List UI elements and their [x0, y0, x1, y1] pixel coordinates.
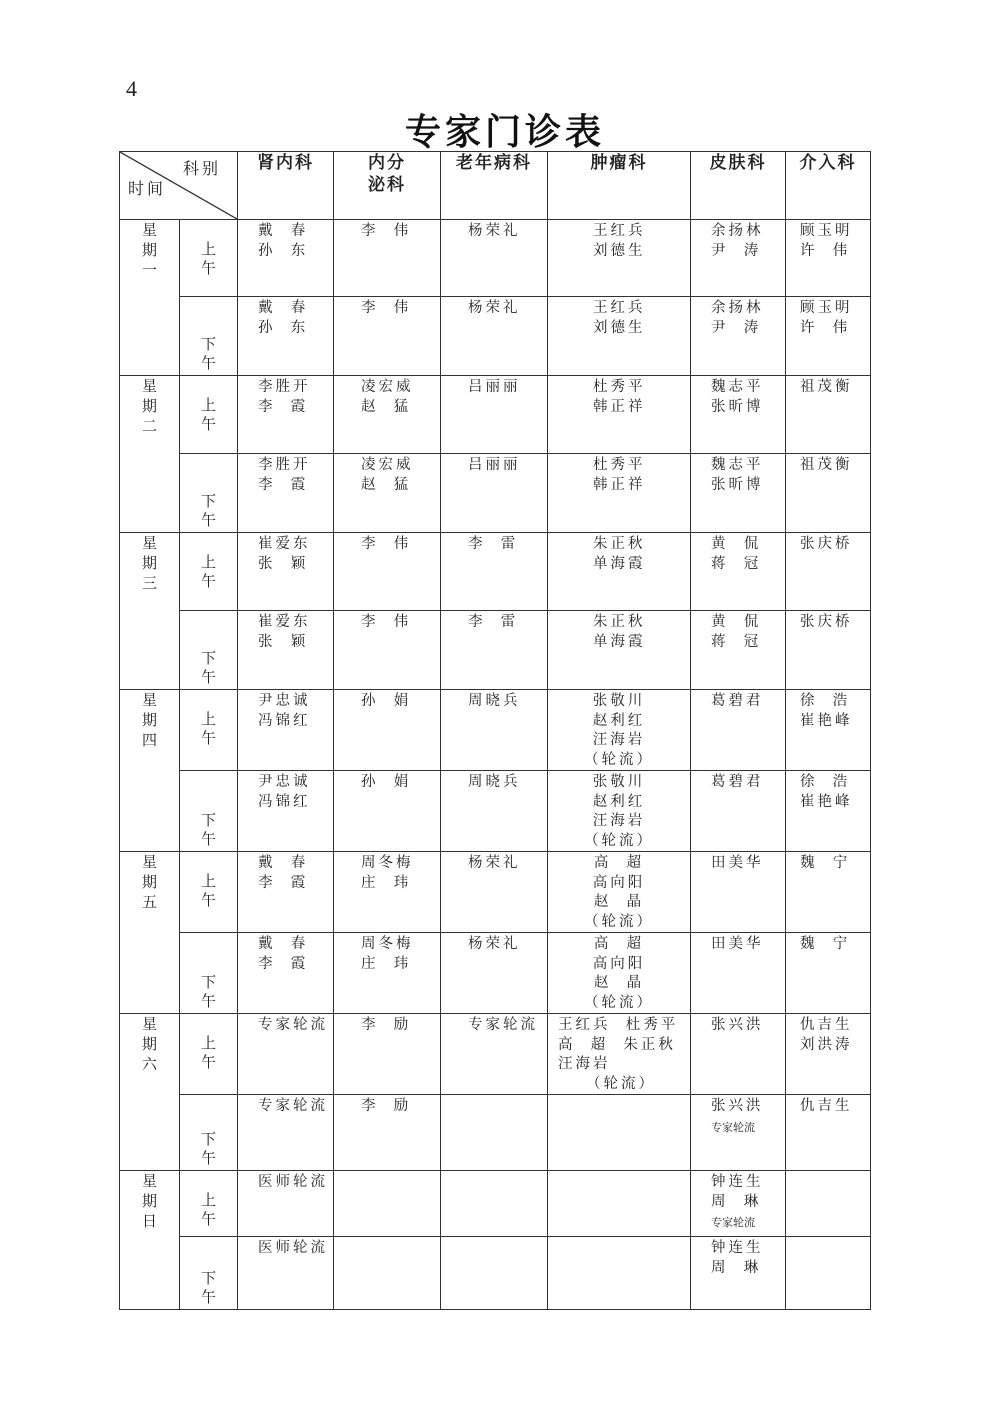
doctor-name: 李 伟	[361, 614, 412, 630]
morning-label: 上 午	[180, 220, 238, 297]
doctor-name: 专家轮流	[468, 1017, 538, 1033]
doctor-name: 钟连生	[711, 1240, 764, 1256]
doctor-name: 徐 浩	[800, 774, 851, 790]
doctor-name: 冯锦红	[258, 793, 311, 810]
doctor-name: 孙 娟	[361, 693, 412, 709]
doctor-name: 汪海岩	[592, 732, 646, 748]
day-label: 星 期 四	[120, 690, 180, 852]
doctor-cell	[441, 297, 548, 376]
doctor-name: 李 霞	[258, 476, 309, 493]
dept-header: 介入科	[786, 152, 871, 220]
doctor-name: 王红兵	[593, 300, 646, 316]
doctor-cell	[691, 297, 786, 376]
doctor-name: 李 伟	[361, 300, 412, 316]
doctor-cell	[691, 852, 786, 933]
day-label: 星 期 五	[120, 852, 180, 1014]
doctor-name: 张兴洪	[711, 1017, 764, 1033]
doctor-cell	[786, 690, 871, 771]
doctor-name: 韩正祥	[593, 476, 646, 493]
doctor-name: （轮流）	[584, 832, 654, 849]
doctor-name: 单海霞	[593, 555, 646, 572]
day-label: 星 期 二	[120, 376, 180, 533]
doctor-name: 仇吉生	[800, 1098, 853, 1114]
doctor-name: 高 超 朱正秋	[558, 1036, 676, 1053]
table-row	[120, 852, 871, 933]
day-label: 星 期 六	[120, 1014, 180, 1171]
doctor-name: 杜秀平	[593, 457, 646, 473]
doctor-cell	[441, 1014, 548, 1095]
doctor-name: 崔艳峰	[800, 793, 853, 810]
doctor-name: （轮流）	[584, 751, 654, 768]
doctor-cell	[691, 376, 786, 454]
doctor-name: 黄 侃	[711, 536, 762, 552]
doctor-name: 杨荣礼	[468, 936, 521, 952]
doctor-cell	[334, 690, 441, 771]
doctor-cell	[238, 533, 334, 611]
doctor-name: 赵 猛	[361, 398, 412, 415]
doctor-name: 周晓兵	[468, 774, 521, 790]
doctor-name: 尹 涛	[711, 319, 762, 336]
doctor-cell	[691, 933, 786, 1014]
doctor-cell	[786, 220, 871, 297]
doctor-name: 吕丽丽	[468, 379, 521, 395]
doctor-cell	[441, 852, 548, 933]
doctor-cell	[691, 454, 786, 533]
doctor-name: 赵利红	[592, 712, 646, 729]
doctor-name: （轮流）	[586, 1075, 656, 1092]
schedule-table	[119, 151, 871, 1310]
doctor-cell	[691, 1171, 786, 1237]
doctor-name: 杜秀平	[593, 379, 646, 395]
doctor-cell	[786, 611, 871, 690]
doctor-name: 朱正秋	[593, 536, 646, 552]
doctor-name: 张敬川	[592, 693, 646, 709]
doctor-cell	[238, 852, 334, 933]
doctor-name: 张 颖	[258, 555, 309, 572]
doctor-name: 葛碧君	[711, 774, 764, 790]
doctor-name: 周 琳	[711, 1193, 762, 1210]
doctor-name: 李胜开	[258, 379, 311, 395]
doctor-name: 李 伟	[361, 536, 412, 552]
doctor-name: 李 雷	[468, 614, 519, 630]
doctor-name: 钟连生	[711, 1174, 764, 1190]
doctor-name: 刘德生	[593, 319, 646, 336]
doctor-name: 魏 宁	[800, 855, 851, 871]
table-row	[120, 611, 871, 690]
doctor-name: 张昕博	[711, 398, 764, 415]
doctor-name: 赵 晶	[593, 975, 645, 991]
doctor-cell	[786, 1237, 871, 1310]
doctor-name: 田美华	[711, 936, 764, 952]
doctor-cell	[786, 297, 871, 376]
doctor-name: 张兴洪	[711, 1098, 764, 1114]
doctor-cell	[691, 690, 786, 771]
doctor-name: 刘洪涛	[800, 1036, 853, 1053]
doctor-cell	[334, 933, 441, 1014]
table-row	[120, 376, 871, 454]
doctor-name: 顾玉明	[800, 300, 853, 316]
doctor-name: 专家轮流	[258, 1017, 328, 1033]
doctor-name: 尹忠诚	[258, 774, 311, 790]
doctor-name: 周 琳	[711, 1259, 762, 1276]
doctor-cell	[786, 454, 871, 533]
table-row	[120, 690, 871, 771]
doctor-cell	[334, 297, 441, 376]
doctor-name: 周晓兵	[468, 693, 521, 709]
doctor-cell	[548, 376, 691, 454]
doctor-cell	[548, 1095, 691, 1171]
doctor-name: 专家轮流	[711, 1120, 755, 1134]
doctor-name: 李 伟	[361, 223, 412, 239]
doctor-name: 医师轮流	[258, 1174, 328, 1190]
doctor-cell	[238, 1014, 334, 1095]
doctor-name: 汪海岩	[558, 1056, 611, 1072]
doctor-cell	[238, 1095, 334, 1171]
doctor-name: （轮流）	[584, 913, 654, 930]
doctor-name: 单海霞	[593, 633, 646, 650]
doctor-cell	[238, 771, 334, 852]
doctor-cell	[334, 533, 441, 611]
doctor-cell	[238, 933, 334, 1014]
doctor-name: 李 励	[361, 1098, 412, 1114]
doctor-name: 李胜开	[258, 457, 311, 473]
doctor-cell	[334, 376, 441, 454]
corner-dept-label: 科别	[182, 159, 221, 178]
doctor-cell	[786, 1095, 871, 1171]
doctor-name: 专家轮流	[258, 1098, 328, 1114]
doctor-name: 李 励	[361, 1017, 412, 1033]
doctor-cell	[334, 1095, 441, 1171]
doctor-name: 张庆桥	[800, 536, 853, 552]
doctor-name: 孙 娟	[361, 774, 412, 790]
doctor-cell	[441, 611, 548, 690]
morning-label: 上 午	[180, 533, 238, 611]
doctor-name: 崔爱东	[258, 536, 311, 552]
doctor-cell	[548, 220, 691, 297]
doctor-name: 王红兵	[593, 223, 646, 239]
doctor-name: 庄 玮	[361, 874, 412, 891]
doctor-name: 许 伟	[800, 319, 851, 336]
afternoon-label: 下 午	[180, 297, 238, 376]
table-row	[120, 454, 871, 533]
doctor-name: 高向阳	[592, 955, 646, 972]
doctor-cell	[441, 533, 548, 611]
table-row	[120, 1014, 871, 1095]
doctor-name: 魏志平	[711, 379, 764, 395]
doctor-name: 李 霞	[258, 874, 309, 891]
doctor-name: 许 伟	[800, 242, 851, 259]
doctor-name: 高 超	[593, 936, 645, 952]
doctor-name: 专家轮流	[711, 1216, 755, 1229]
doctor-cell	[548, 1014, 691, 1095]
doctor-cell	[786, 852, 871, 933]
doctor-cell	[691, 1237, 786, 1310]
afternoon-label: 下 午	[180, 1095, 238, 1171]
doctor-name: 杨荣礼	[468, 855, 521, 871]
corner-time-label: 时间	[128, 179, 167, 198]
doctor-cell	[786, 1014, 871, 1095]
doctor-cell	[786, 533, 871, 611]
afternoon-label: 下 午	[180, 611, 238, 690]
doctor-name: 余扬林	[711, 223, 764, 239]
table-row	[120, 533, 871, 611]
table-row	[120, 297, 871, 376]
doctor-cell	[441, 220, 548, 297]
doctor-name: 庄 玮	[361, 955, 412, 972]
doctor-cell	[548, 611, 691, 690]
dept-header: 老年病科	[441, 152, 548, 220]
dept-header: 皮肤科	[691, 152, 786, 220]
doctor-cell	[691, 771, 786, 852]
doctor-cell	[441, 1095, 548, 1171]
morning-label: 上 午	[180, 376, 238, 454]
doctor-name: 高 超	[593, 855, 645, 871]
doctor-name: 赵 晶	[593, 894, 645, 910]
doctor-name: 李 霞	[258, 398, 309, 415]
doctor-cell	[548, 933, 691, 1014]
doctor-cell	[548, 690, 691, 771]
table-row	[120, 1095, 871, 1171]
doctor-cell	[334, 1171, 441, 1237]
doctor-name: 李 霞	[258, 955, 309, 972]
doctor-name: 汪海岩	[592, 813, 646, 829]
doctor-cell	[548, 533, 691, 611]
doctor-cell	[548, 852, 691, 933]
doctor-cell	[441, 771, 548, 852]
doctor-name: 尹忠诚	[258, 693, 311, 709]
corner-header	[120, 152, 238, 220]
doctor-name: 崔爱东	[258, 614, 311, 630]
day-label: 星 期 一	[120, 220, 180, 376]
doctor-name: 魏志平	[711, 457, 764, 473]
doctor-name: 凌宏威	[361, 457, 414, 473]
doctor-name: 张昕博	[711, 476, 764, 493]
morning-label: 上 午	[180, 1171, 238, 1237]
doctor-cell	[238, 454, 334, 533]
doctor-name: 朱正秋	[593, 614, 646, 630]
table-row	[120, 771, 871, 852]
page-title: 专家门诊表	[404, 112, 605, 153]
dept-header: 肾内科	[238, 152, 334, 220]
day-label: 星 期 三	[120, 533, 180, 690]
page-number: 4	[126, 76, 137, 101]
doctor-cell	[786, 933, 871, 1014]
afternoon-label: 下 午	[180, 771, 238, 852]
doctor-name: 王红兵 杜秀平	[558, 1017, 679, 1033]
doctor-cell	[334, 1014, 441, 1095]
doctor-name: 祖茂衡	[800, 457, 853, 473]
table-row	[120, 1171, 871, 1237]
doctor-name: 张 颖	[258, 633, 309, 650]
doctor-name: 高向阳	[592, 874, 646, 891]
doctor-name: 顾玉明	[800, 223, 853, 239]
doctor-cell	[786, 771, 871, 852]
doctor-name: 杨荣礼	[468, 300, 521, 316]
doctor-cell	[441, 376, 548, 454]
doctor-name: 葛碧君	[711, 693, 764, 709]
doctor-cell	[238, 297, 334, 376]
doctor-cell	[691, 1014, 786, 1095]
table-row	[120, 933, 871, 1014]
doctor-cell	[441, 933, 548, 1014]
doctor-cell	[548, 1237, 691, 1310]
doctor-name: 吕丽丽	[468, 457, 521, 473]
doctor-name: 黄 侃	[711, 614, 762, 630]
doctor-name: 刘德生	[593, 242, 646, 259]
doctor-cell	[441, 1171, 548, 1237]
doctor-name: 周冬梅	[361, 855, 414, 871]
doctor-name: 周冬梅	[361, 936, 414, 952]
doctor-name: 戴 春	[258, 300, 309, 316]
doctor-cell	[691, 533, 786, 611]
doctor-cell	[238, 376, 334, 454]
doctor-cell	[334, 852, 441, 933]
doctor-name: 徐 浩	[800, 693, 851, 709]
doctor-cell	[548, 454, 691, 533]
afternoon-label: 下 午	[180, 933, 238, 1014]
doctor-cell	[786, 376, 871, 454]
doctor-cell	[238, 220, 334, 297]
doctor-name: 赵利红	[592, 793, 646, 810]
doctor-name: 蒋 冠	[711, 633, 762, 650]
doctor-name: 魏 宁	[800, 936, 851, 952]
doctor-cell	[441, 454, 548, 533]
doctor-name: 张敬川	[592, 774, 646, 790]
doctor-name: 祖茂衡	[800, 379, 853, 395]
doctor-name: 冯锦红	[258, 712, 311, 729]
doctor-cell	[334, 220, 441, 297]
doctor-name: 医师轮流	[258, 1240, 328, 1256]
afternoon-label: 下 午	[180, 1237, 238, 1310]
doctor-name: 崔艳峰	[800, 712, 853, 729]
schedule-body	[120, 220, 871, 1310]
doctor-name: 张庆桥	[800, 614, 853, 630]
doctor-cell	[334, 611, 441, 690]
doctor-name: 戴 春	[258, 855, 309, 871]
doctor-name: 尹 涛	[711, 242, 762, 259]
doctor-name: 孙 东	[258, 242, 309, 259]
doctor-name: 余扬林	[711, 300, 764, 316]
doctor-name: 戴 春	[258, 936, 309, 952]
doctor-cell	[334, 771, 441, 852]
doctor-name: 韩正祥	[593, 398, 646, 415]
doctor-name: 李 雷	[468, 536, 519, 552]
day-label: 星 期 日	[120, 1171, 180, 1310]
doctor-cell	[334, 1237, 441, 1310]
doctor-cell	[238, 690, 334, 771]
doctor-name: 赵 猛	[361, 476, 412, 493]
morning-label: 上 午	[180, 1014, 238, 1095]
doctor-cell	[441, 690, 548, 771]
doctor-cell	[691, 611, 786, 690]
doctor-cell	[441, 1237, 548, 1310]
doctor-cell	[691, 220, 786, 297]
doctor-name: 孙 东	[258, 319, 309, 336]
doctor-cell	[238, 611, 334, 690]
doctor-name: 凌宏威	[361, 379, 414, 395]
doctor-cell	[548, 771, 691, 852]
table-row	[120, 1237, 871, 1310]
doctor-name: 戴 春	[258, 223, 309, 239]
doctor-name: （轮流）	[584, 994, 654, 1011]
doctor-cell	[691, 1095, 786, 1171]
dept-header: 内分 泌科	[334, 152, 441, 220]
doctor-cell	[238, 1237, 334, 1310]
morning-label: 上 午	[180, 852, 238, 933]
doctor-cell	[548, 1171, 691, 1237]
dept-header: 肿瘤科	[548, 152, 691, 220]
morning-label: 上 午	[180, 690, 238, 771]
doctor-name: 蒋 冠	[711, 555, 762, 572]
doctor-name: 仇吉生	[800, 1017, 853, 1033]
doctor-cell	[238, 1171, 334, 1237]
afternoon-label: 下 午	[180, 454, 238, 533]
doctor-cell	[786, 1171, 871, 1237]
doctor-name: 杨荣礼	[468, 223, 521, 239]
table-row	[120, 220, 871, 297]
doctor-name: 田美华	[711, 855, 764, 871]
doctor-cell	[548, 297, 691, 376]
doctor-cell	[334, 454, 441, 533]
